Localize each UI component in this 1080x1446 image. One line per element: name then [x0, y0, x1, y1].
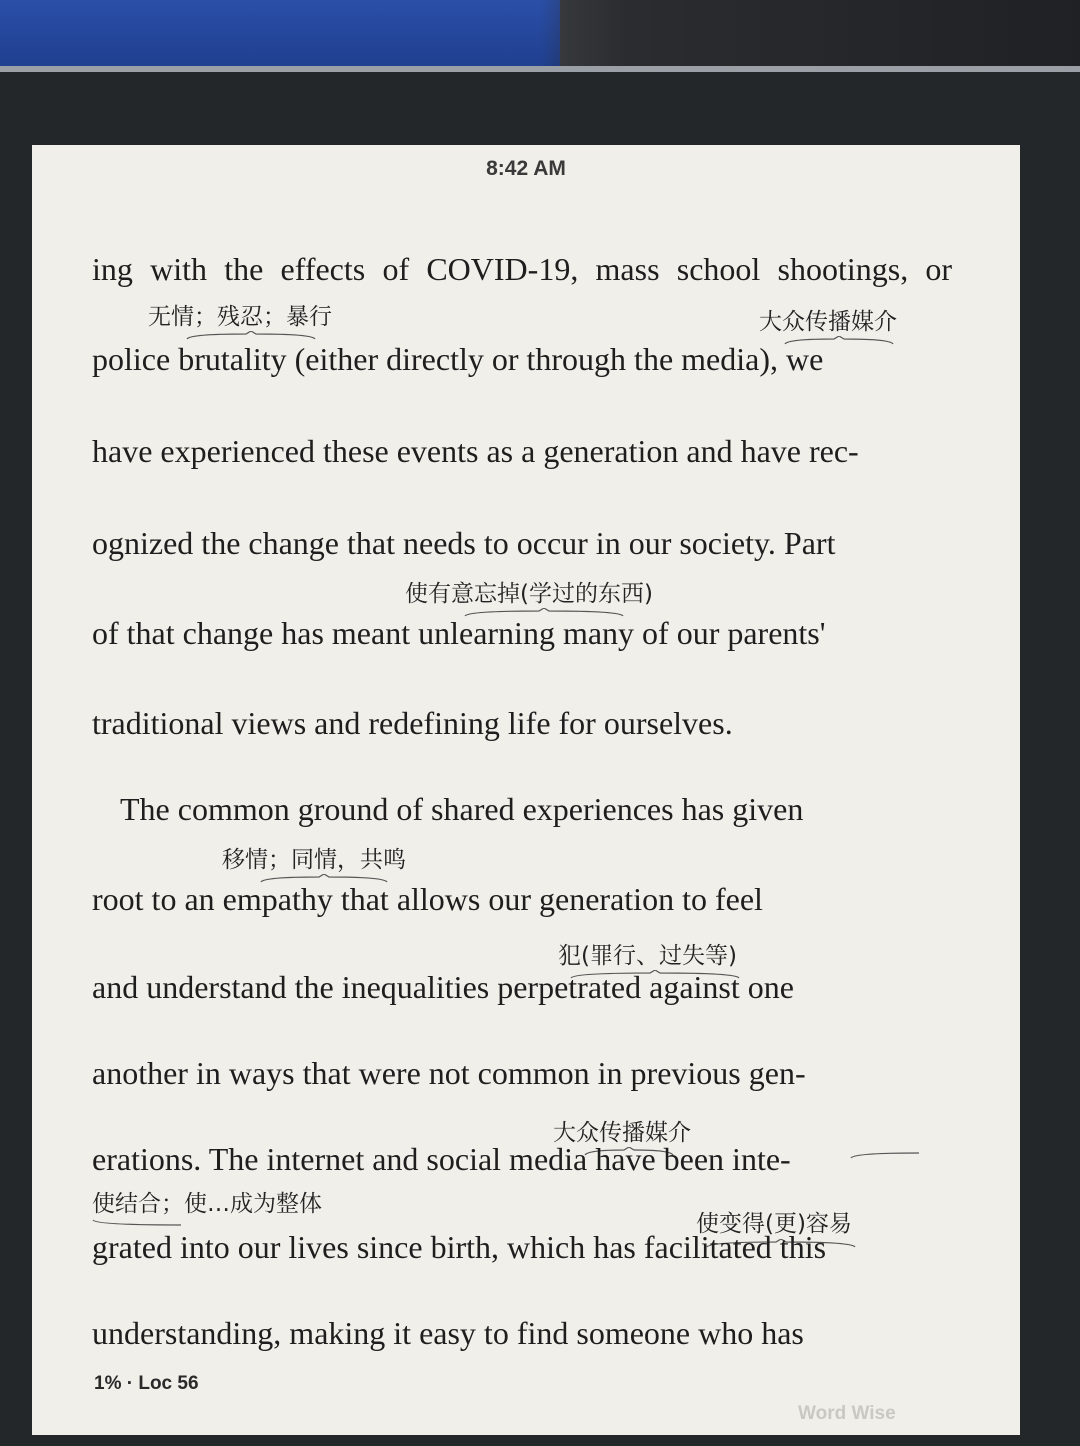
line-text: grated into our lives since birth, which has facilitated this: [92, 1229, 827, 1265]
word-wise-label[interactable]: Word Wise: [798, 1403, 896, 1424]
reading-progress[interactable]: 1% · Loc 56: [94, 1373, 199, 1394]
line-text: and understand the inequalities perpetrated against one: [92, 969, 794, 1005]
line-text: erations. The internet and social media have been inte-: [92, 1141, 791, 1177]
line-text: have experienced these events as a generation and have rec-: [92, 433, 859, 469]
text-line-6[interactable]: [92, 707, 952, 739]
word-wise-gloss-facilitated[interactable]: 使变得(更)容易: [696, 1211, 852, 1237]
line-text: root to an empathy that allows our generation to feel: [92, 881, 763, 917]
text-line-4[interactable]: [92, 527, 952, 559]
word-wise-gloss-integrated[interactable]: 使结合；使…成为整体: [92, 1191, 322, 1217]
text-line-11[interactable]: [92, 1143, 952, 1175]
line-text: The common ground of shared experiences has given: [120, 791, 804, 827]
word-wise-gloss-empathy[interactable]: 移情；同情，共鸣: [222, 847, 406, 873]
word-wise-gloss-brutality[interactable]: 无情；残忍；暴行: [148, 304, 332, 330]
line-text: ognized the change that needs to occur in our society. Part: [92, 525, 836, 561]
gloss-bracket-brutality: [186, 331, 316, 341]
line-text: another in ways that were not common in previous gen-: [92, 1055, 806, 1091]
line-text: police brutality (either directly or through the media), we: [92, 341, 824, 377]
background-dark-object: [0, 0, 1080, 68]
line-text: of that change has meant unlearning many of our parents': [92, 615, 826, 651]
text-line-2[interactable]: [92, 343, 952, 375]
word-wise-gloss-perpetrated[interactable]: 犯(罪行、过失等): [558, 943, 737, 969]
text-line-8[interactable]: [92, 883, 952, 915]
ereader-screen[interactable]: [32, 145, 1020, 1435]
text-line-7[interactable]: [120, 793, 932, 825]
text-line-12[interactable]: [92, 1231, 952, 1263]
word-wise-gloss-media[interactable]: 大众传播媒介: [759, 309, 897, 335]
text-line-1[interactable]: [92, 253, 952, 285]
word-wise-gloss-media-2[interactable]: 大众传播媒介: [553, 1120, 691, 1146]
text-line-13[interactable]: [92, 1317, 952, 1349]
text-line-10[interactable]: [92, 1057, 952, 1089]
text-line-5[interactable]: [92, 617, 952, 649]
word-wise-gloss-unlearning[interactable]: 使有意忘掉(学过的东西): [405, 581, 653, 607]
line-text: understanding, making it easy to find someone who has: [92, 1315, 804, 1351]
status-time: 8:42 AM: [486, 157, 566, 180]
text-line-3[interactable]: [92, 435, 952, 467]
gloss-bracket-integrated-b: [92, 1217, 182, 1227]
line-text: traditional views and redefining life for ourselves.: [92, 705, 733, 741]
line-text: ing with the effects of COVID-19, mass school shootings, or: [92, 251, 953, 287]
text-line-9[interactable]: [92, 971, 952, 1003]
